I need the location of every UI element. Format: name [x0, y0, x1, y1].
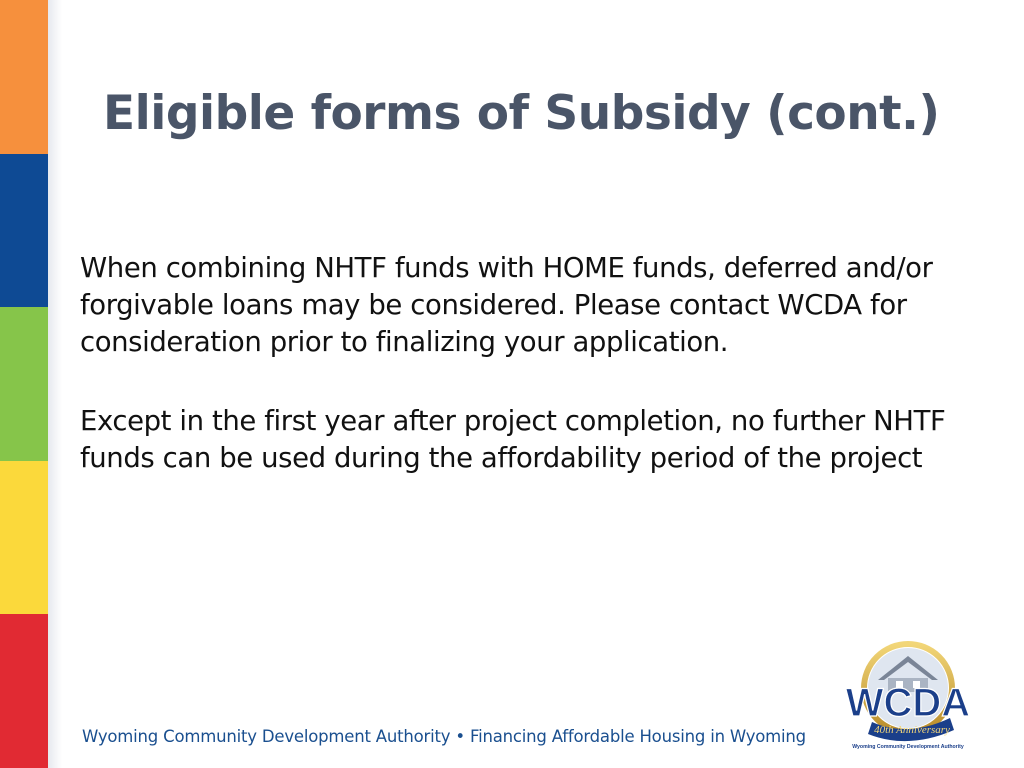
footer-text — [82, 727, 806, 746]
stripe-shadow — [48, 0, 62, 768]
paragraph-affordability-period: Except in the first year after project completion, no further NHTF funds can be used during the affordability period of the project — [80, 405, 946, 474]
stripe-yellow — [0, 461, 48, 615]
logo-caption: Wyoming Community Development Authority — [852, 744, 964, 750]
footer-tagline: Financing Affordable Housing in Wyoming — [470, 727, 806, 746]
stripe-red — [0, 614, 48, 768]
stripe-blue — [0, 154, 48, 308]
paragraph-combining-funds: When combining NHTF funds with HOME funds, deferred and/or forgivable loans may be considered. Please contact WCDA for consideration prior to finalizing your application. — [80, 252, 933, 358]
logo-acronym: WCDA — [845, 681, 971, 725]
stripe-orange — [0, 0, 48, 154]
footer-org: Wyoming Community Development Authority — [82, 727, 451, 746]
color-stripe-bar — [0, 0, 48, 768]
slide-body — [80, 250, 980, 519]
logo-ribbon-text: 40th Anniversary — [874, 724, 950, 736]
stripe-green — [0, 307, 48, 461]
slide-title: Eligible forms of Subsidy (cont.) — [103, 86, 940, 141]
wcda-logo — [832, 640, 984, 752]
footer-separator: • — [455, 727, 465, 746]
